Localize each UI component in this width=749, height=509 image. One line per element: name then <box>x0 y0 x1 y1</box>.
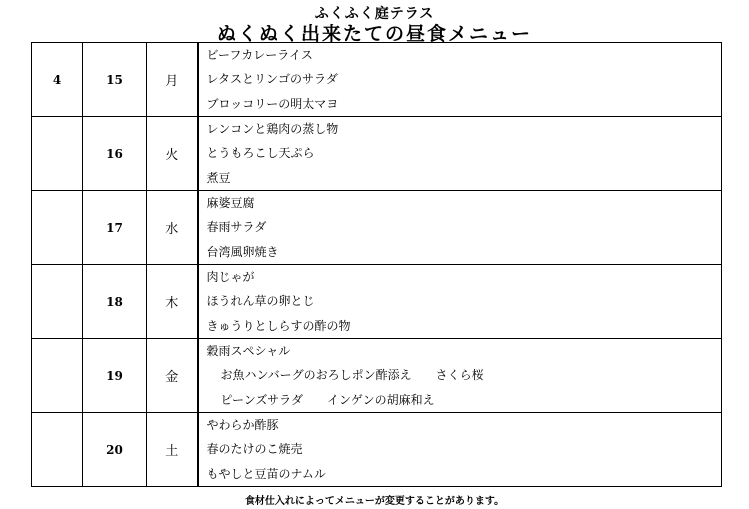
dish-item: 麻婆豆腐 <box>206 196 255 211</box>
month-cell <box>32 265 83 339</box>
dish-item: ほうれん草の卵とじ <box>206 294 315 309</box>
month-cell <box>32 339 83 413</box>
dish-item: レタスとリンゴのサラダ <box>206 72 338 87</box>
month-cell <box>32 413 83 487</box>
dishes-cell <box>198 265 722 339</box>
date-cell: 16 <box>83 117 147 191</box>
dishes-cell <box>198 339 722 413</box>
menu-change-notice: 食材仕入れによってメニューが変更することがあります。 <box>244 496 505 507</box>
menu-row-17 <box>32 191 722 265</box>
date-cell: 18 <box>83 265 147 339</box>
dishes-cell <box>198 117 722 191</box>
menu-row-16 <box>32 117 722 191</box>
month-cell: 4 <box>32 43 83 117</box>
weekday-cell: 水 <box>147 191 198 265</box>
weekday-cell: 土 <box>147 413 198 487</box>
date-cell: 19 <box>83 339 147 413</box>
dish-item: ピーンズサラダ インゲンの胡麻和え <box>220 392 435 407</box>
weekday-cell: 火 <box>147 117 198 191</box>
dishes-cell <box>198 43 722 117</box>
menu-row-19 <box>32 339 722 413</box>
weekday-cell: 金 <box>147 339 198 413</box>
dish-item: 煮豆 <box>206 170 231 185</box>
date-cell: 20 <box>83 413 147 487</box>
dish-item: とうもろこし天ぷら <box>206 146 315 161</box>
menu-row-20 <box>32 413 722 487</box>
dish-item: 台湾風卵焼き <box>206 244 279 259</box>
date-cell: 15 <box>83 43 147 117</box>
dish-item: 穀雨スペシャル <box>206 344 291 359</box>
dish-item: レンコンと鶏肉の蒸し物 <box>206 122 339 137</box>
date-cell: 17 <box>83 191 147 265</box>
dish-item: もやしと豆苗のナムル <box>206 466 326 481</box>
menu-row-18 <box>32 265 722 339</box>
month-cell <box>32 191 83 265</box>
dish-item: やわらか酢豚 <box>206 418 279 433</box>
restaurant-name: ふくふく庭テラス <box>314 6 435 22</box>
dishes-cell <box>198 191 722 265</box>
month-cell <box>32 117 83 191</box>
lunch-menu-table <box>31 42 722 487</box>
dish-item: きゅうりとしらすの酢の物 <box>206 318 351 333</box>
dish-item: 肉じゃが <box>206 270 255 285</box>
menu-title: ぬくぬく出来たての昼食メニュー <box>216 23 532 45</box>
dish-item: 春雨サラダ <box>206 220 267 235</box>
dish-item: 春のたけのこ焼売 <box>206 442 303 457</box>
dishes-cell <box>198 413 722 487</box>
dish-item: ビーフカレーライス <box>206 48 313 63</box>
weekday-cell: 木 <box>147 265 198 339</box>
dish-item: お魚ハンバーグのおろしポン酢添え さくら桜 <box>220 368 484 383</box>
menu-row-15 <box>32 43 722 117</box>
weekday-cell: 月 <box>147 43 198 117</box>
dish-item: ブロッコリーの明太マヨ <box>206 96 339 111</box>
